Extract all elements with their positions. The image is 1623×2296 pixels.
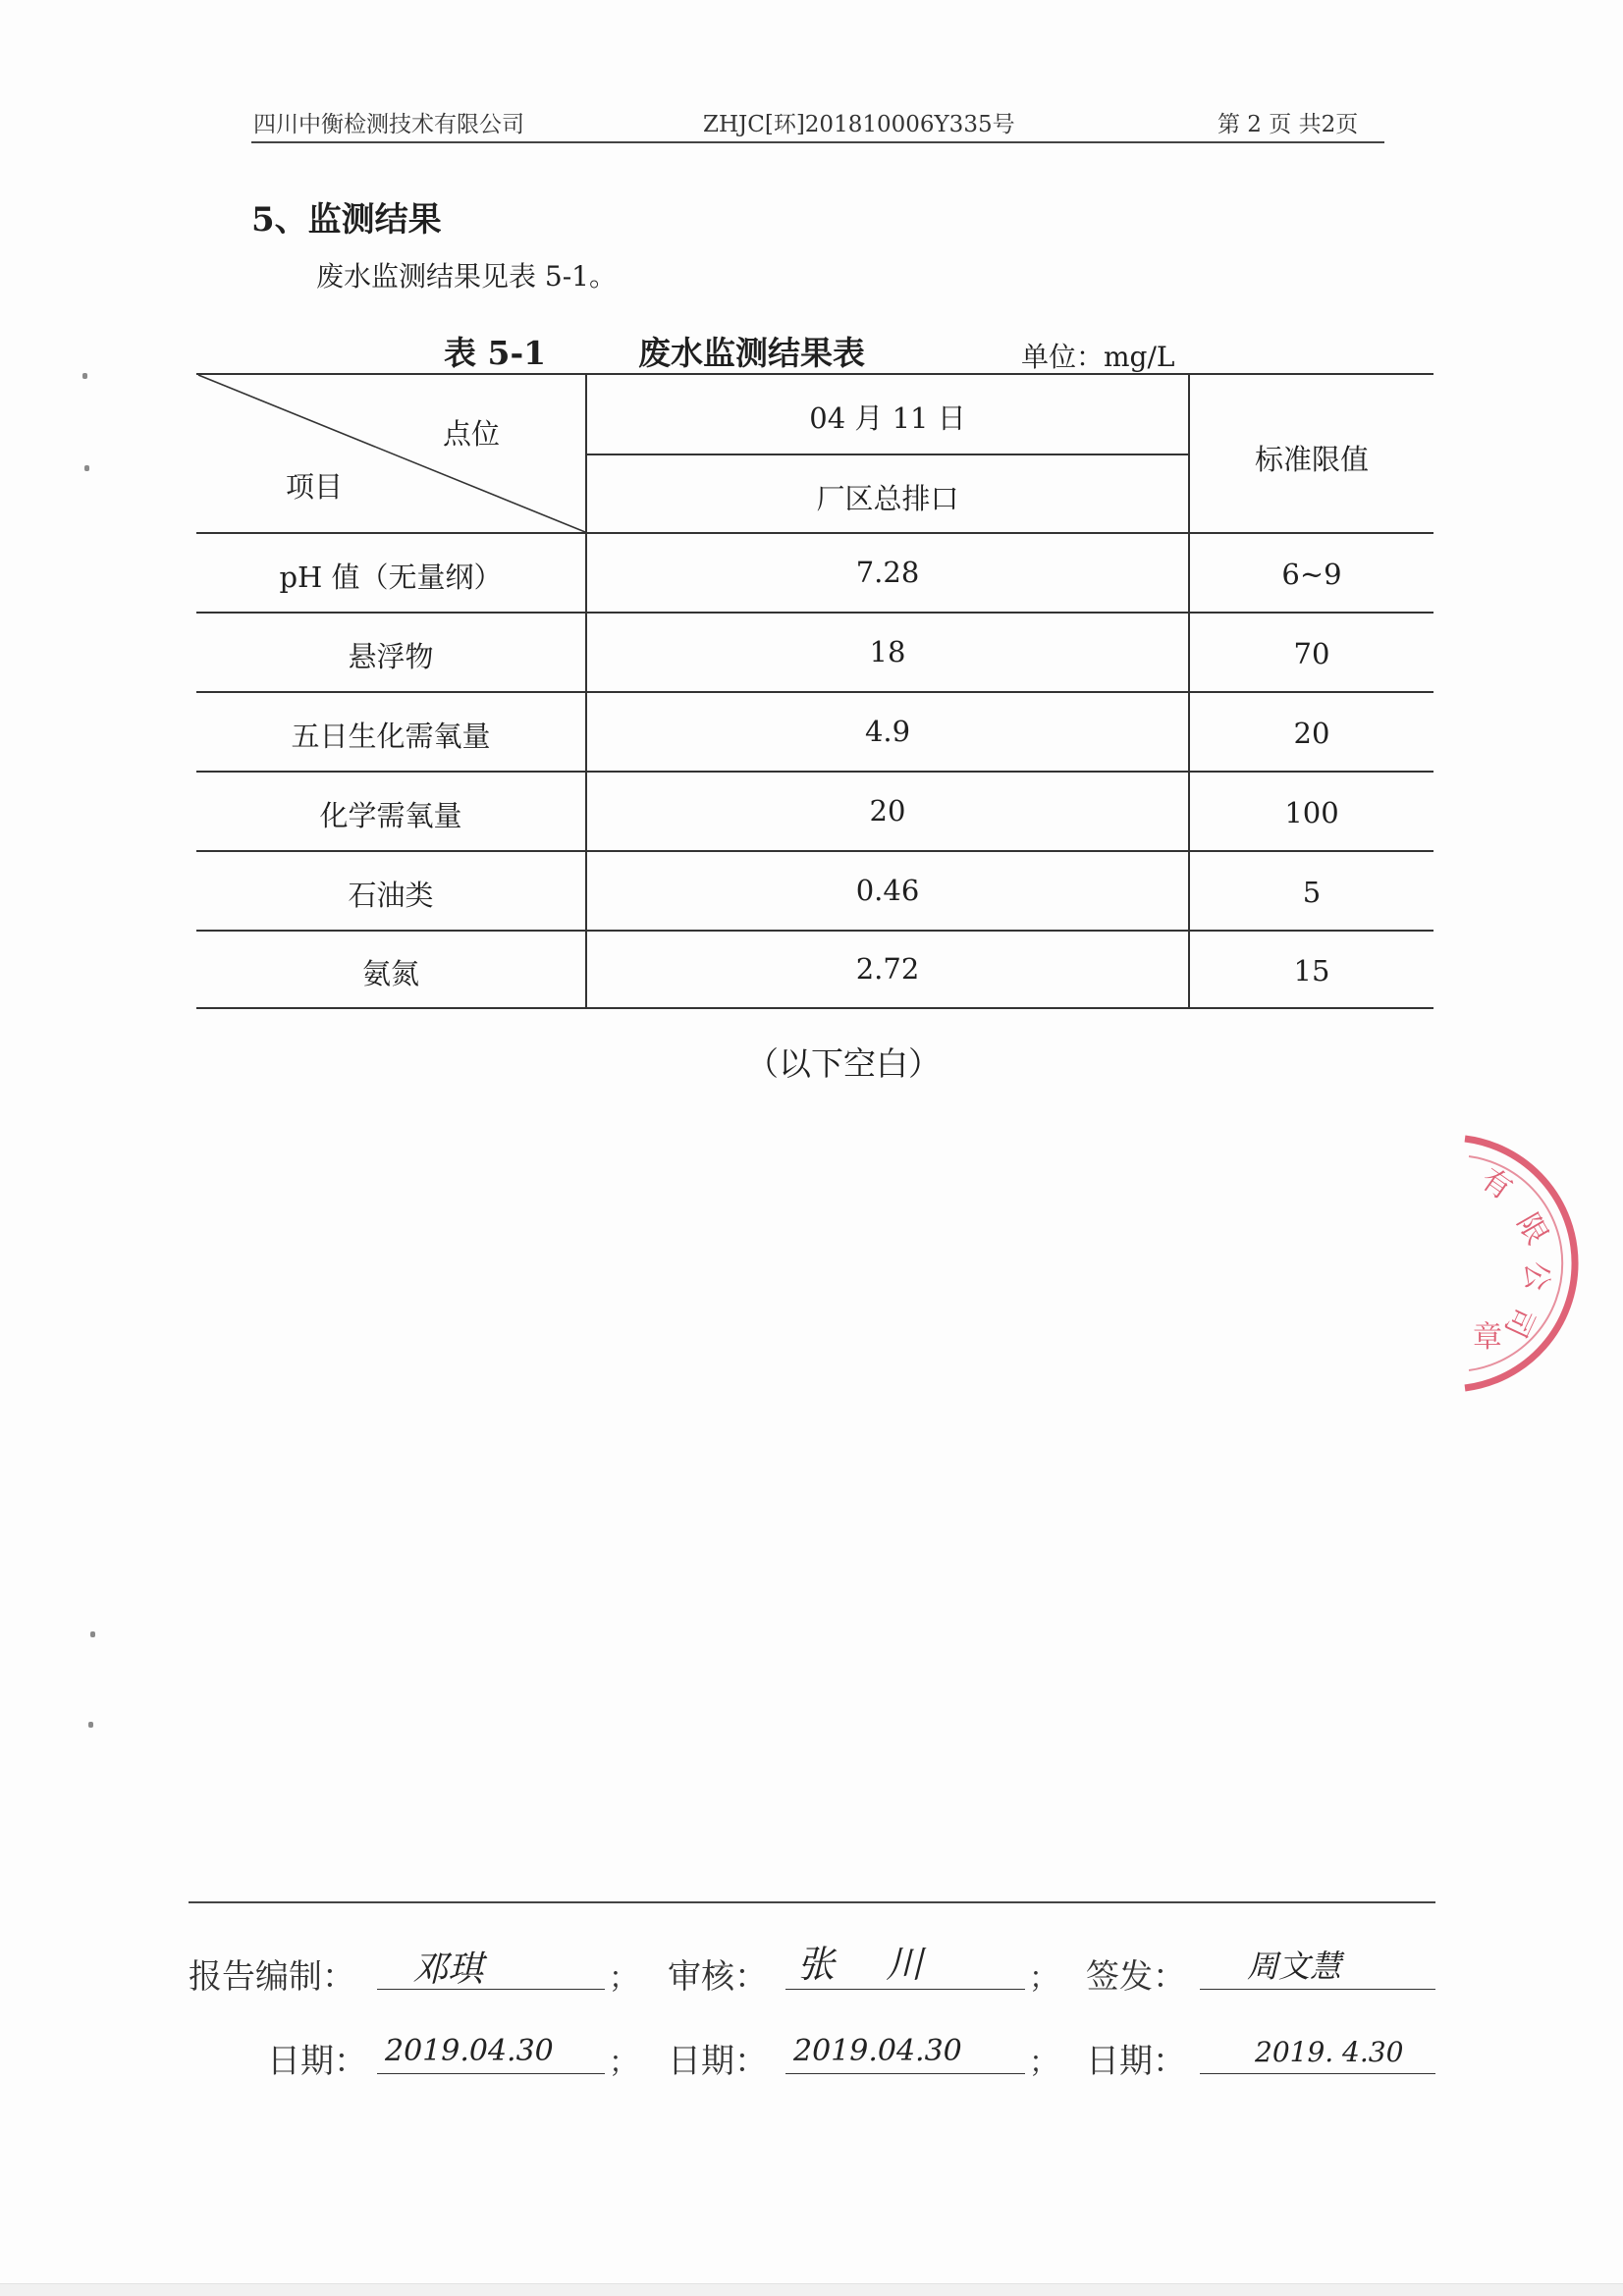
row-value: 20 — [869, 794, 906, 828]
svg-text:章: 章 — [1473, 1320, 1502, 1355]
section-title: 5、监测结果 — [251, 200, 442, 240]
section-intro: 废水监测结果见表 5-1。 — [316, 260, 617, 293]
row-item: 化学需氧量 — [319, 799, 462, 832]
separator: ； — [609, 2046, 638, 2080]
row-divider — [196, 930, 1434, 932]
row-limit: 5 — [1302, 876, 1322, 909]
header-report-number: ZHJC[环]201810006Y335号 — [703, 112, 1015, 137]
review-date-line — [785, 2073, 1025, 2074]
issue-sign-line — [1200, 1989, 1435, 1990]
svg-text:公: 公 — [1518, 1260, 1554, 1292]
row-divider — [196, 691, 1434, 693]
compiled-signature: 邓琪 — [412, 1949, 484, 1990]
header-location: 厂区总排口 — [816, 482, 959, 515]
svg-text:有: 有 — [1474, 1161, 1519, 1207]
header-company: 四川中衡检测技术有限公司 — [253, 112, 524, 137]
separator: ； — [609, 1961, 638, 1996]
scan-bottom-edge — [0, 2283, 1623, 2296]
company-seal — [1463, 1129, 1620, 1394]
row-divider — [196, 771, 1434, 773]
row-divider — [196, 850, 1434, 852]
compiled-sign-line — [377, 1989, 605, 1990]
table-number: 表 5-1 — [444, 334, 547, 372]
scan-speck — [82, 373, 87, 379]
review-sign-line — [785, 1989, 1025, 1990]
blank-note: （以下空白） — [746, 1044, 941, 1083]
header-rule — [251, 141, 1384, 143]
scan-speck — [90, 1631, 95, 1637]
corner-label-location: 点位 — [442, 417, 500, 451]
row-limit: 70 — [1293, 637, 1330, 670]
row-item: 氨氮 — [361, 957, 419, 990]
issue-date-label: 日期： — [1086, 2042, 1186, 2081]
review-date: 2019.04.30 — [793, 2034, 962, 2068]
header-date: 04 月 11 日 — [809, 401, 966, 435]
compiled-label: 报告编制： — [189, 1957, 355, 1997]
scan-speck — [88, 1722, 93, 1728]
review-label: 审核： — [668, 1957, 768, 1997]
row-value: 4.9 — [864, 715, 911, 748]
issue-date: 2019. 4.30 — [1255, 2036, 1404, 2068]
corner-label-item: 项目 — [285, 470, 343, 504]
svg-text:限: 限 — [1509, 1207, 1554, 1251]
issue-label: 签发： — [1086, 1957, 1186, 1997]
separator: ； — [1029, 1961, 1058, 1996]
review-date-label: 日期： — [668, 2042, 768, 2081]
table-title: 废水监测结果表 — [638, 334, 865, 372]
compiled-date-line — [377, 2073, 605, 2074]
compiled-date-label: 日期： — [267, 2042, 367, 2081]
row-value: 2.72 — [855, 952, 920, 986]
row-divider — [196, 612, 1434, 614]
corner-diagonal — [196, 373, 587, 534]
signature-rule — [189, 1901, 1435, 1903]
row-item: pH 值（无量纲） — [279, 561, 503, 594]
row-item: 石油类 — [348, 879, 434, 912]
row-item: 五日生化需氧量 — [291, 720, 491, 753]
results-table — [196, 373, 1434, 1009]
header-split-line — [587, 454, 1188, 455]
table-unit: 单位：mg/L — [1021, 341, 1175, 373]
row-limit: 20 — [1293, 717, 1330, 750]
row-limit: 6~9 — [1281, 558, 1342, 591]
issue-date-line — [1200, 2073, 1435, 2074]
row-item: 悬浮物 — [348, 640, 434, 673]
issue-signature: 周文慧 — [1247, 1948, 1342, 1985]
svg-text:司: 司 — [1496, 1301, 1542, 1343]
compiled-date: 2019.04.30 — [385, 2034, 554, 2068]
header-limit: 标准限值 — [1254, 443, 1369, 476]
row-limit: 100 — [1284, 796, 1339, 829]
separator: ； — [1029, 2046, 1058, 2080]
row-limit: 15 — [1293, 954, 1330, 988]
scan-speck — [84, 465, 89, 471]
review-signature: 张 川 — [797, 1943, 944, 1986]
row-value: 18 — [869, 635, 906, 668]
table-bottom-border — [196, 1007, 1434, 1009]
row-value: 7.28 — [855, 556, 920, 589]
header-page-number: 第 2 页 共2页 — [1217, 112, 1359, 137]
row-value: 0.46 — [855, 874, 920, 907]
